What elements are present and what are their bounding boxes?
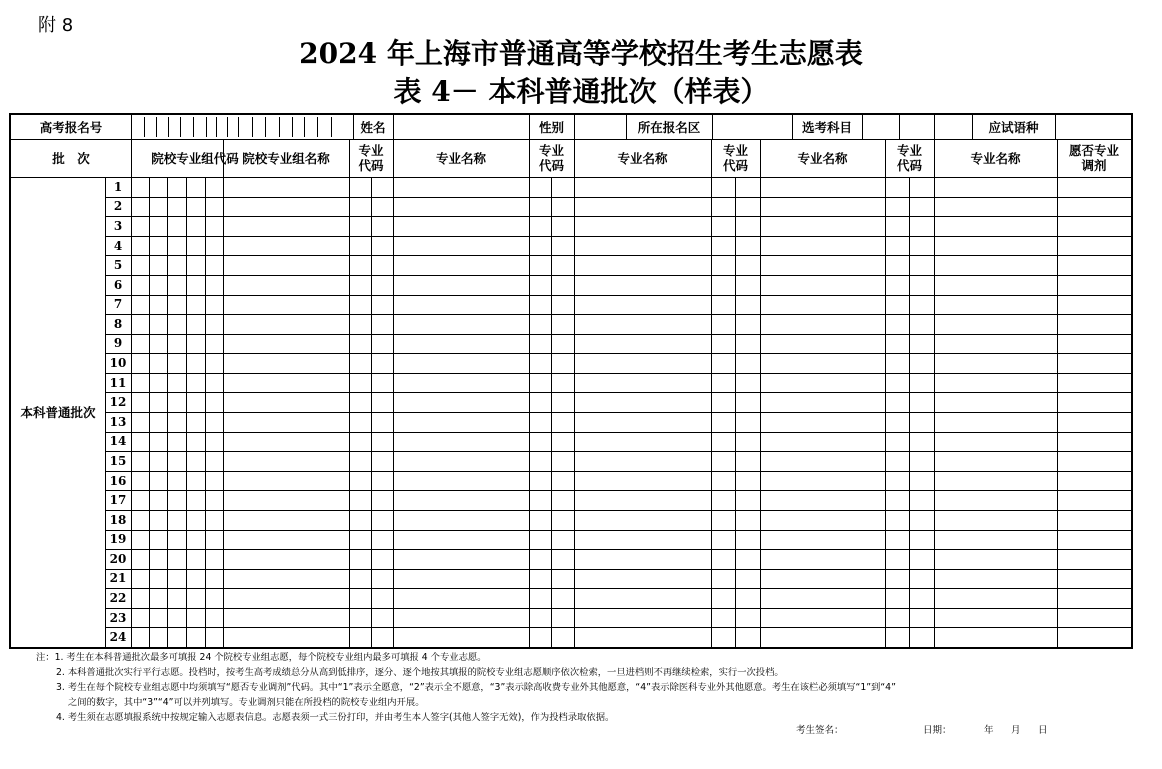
year-label: 年 xyxy=(984,725,994,736)
table-row-line xyxy=(105,392,1131,393)
header-col-line xyxy=(393,115,394,139)
table-row-line xyxy=(105,569,1131,570)
table-row-line xyxy=(105,608,1131,609)
digit-box-line xyxy=(292,117,293,137)
header-col-line xyxy=(899,115,900,139)
row-number: 17 xyxy=(109,493,127,508)
table-row-line xyxy=(105,471,1131,472)
attachment-label: 附 8 xyxy=(38,15,74,36)
digit-box-line xyxy=(193,117,194,137)
digit-box-line xyxy=(168,117,169,137)
digit-box-line xyxy=(227,117,228,137)
col-header-major-code-4: 专业代码 xyxy=(896,143,922,173)
header-col-line xyxy=(934,115,935,139)
table-row-line xyxy=(105,314,1131,315)
subjects-label: 选考科目 xyxy=(801,119,852,135)
date-label: 日期： xyxy=(923,725,952,736)
col-header-major-code-2: 专业代码 xyxy=(538,143,564,173)
month-label: 月 xyxy=(1011,725,1021,736)
col-header-group-code: 院校专业组代码 xyxy=(151,150,239,166)
student-signature-label: 考生签名： xyxy=(796,725,844,736)
table-row-line xyxy=(105,295,1131,296)
col-header-adjust: 愿否专业调剂 xyxy=(1068,143,1119,173)
name-label: 姓名 xyxy=(360,119,386,135)
table-row-line xyxy=(105,432,1131,433)
row-number: 5 xyxy=(113,258,123,273)
row-number: 4 xyxy=(113,238,123,253)
language-label: 应试语种 xyxy=(988,119,1039,135)
row-number: 11 xyxy=(109,375,127,390)
table-row-line xyxy=(105,353,1131,354)
col-header-batch: 批 次 xyxy=(52,150,90,166)
row-number: 18 xyxy=(109,512,127,527)
col-header-major-name-4: 专业名称 xyxy=(970,150,1021,166)
table-row-line xyxy=(105,216,1131,217)
note-3: 3. 考生在每个院校专业组志愿中均须填写“愿否专业调剂”代码。其中“1”表示全愿意，“2”表示全不愿意，“3”表示除高收费专业外其他愿意，“4”表示除医科专业外其他愿意。考生在该栏必须填写“1”到“4” xyxy=(56,682,896,693)
row-number: 1 xyxy=(113,179,123,194)
note-4: 4. 考生须在志愿填报系统中按规定输入志愿表信息。志愿表须一式三份打印，并由考生本人签字(其他人签字无效)，作为投档录取依据。 xyxy=(56,712,615,723)
table-row-line xyxy=(105,588,1131,589)
row-number: 22 xyxy=(109,591,127,606)
header-col-line xyxy=(712,115,713,139)
col-header-major-name-1: 专业名称 xyxy=(435,150,486,166)
row-number: 19 xyxy=(109,532,127,547)
header-col-line xyxy=(1055,115,1056,139)
table-row-line xyxy=(105,549,1131,550)
row-number: 12 xyxy=(109,395,127,410)
table-row-line xyxy=(105,412,1131,413)
table-row-line xyxy=(105,197,1131,198)
row-number: 7 xyxy=(113,297,123,312)
note-1: 注：1. 考生在本科普通批次最多可填报 24 个院校专业组志愿，每个院校专业组内最多可填报 4 个专业志愿。 xyxy=(36,652,487,663)
digit-box-line xyxy=(265,117,266,137)
table-row-line xyxy=(105,275,1131,276)
gender-label: 性别 xyxy=(538,119,564,135)
row-number: 23 xyxy=(109,610,127,625)
table-row-line xyxy=(105,490,1131,491)
table-row-line xyxy=(105,255,1131,256)
header-col-line xyxy=(862,115,863,139)
row-number: 14 xyxy=(109,434,127,449)
digit-box-line xyxy=(216,117,217,137)
batch-name-label: 本科普通批次 xyxy=(20,404,96,420)
table-row-line xyxy=(105,373,1131,374)
column-header-divider xyxy=(11,177,1131,178)
page-title: 2024 年上海市普通高等学校招生考生志愿表 xyxy=(299,37,863,70)
digit-box-line xyxy=(279,117,280,137)
row-number: 6 xyxy=(113,277,123,292)
table-row-line xyxy=(105,451,1131,452)
digit-box-line xyxy=(206,117,207,137)
col-header-major-code-1: 专业代码 xyxy=(358,143,384,173)
page-subtitle: 表 4－ 本科普通批次（样表） xyxy=(393,75,769,108)
row-number: 21 xyxy=(109,571,127,586)
row-number: 10 xyxy=(109,356,127,371)
digit-box-line xyxy=(317,117,318,137)
digit-box-line xyxy=(331,117,332,137)
table-row-line xyxy=(105,510,1131,511)
district-label: 所在报名区 xyxy=(637,119,701,135)
row-number: 20 xyxy=(109,551,127,566)
table-row-line xyxy=(105,236,1131,237)
col-header-major-name-2: 专业名称 xyxy=(617,150,668,166)
header-col-line xyxy=(574,115,575,139)
col-header-major-name-3: 专业名称 xyxy=(797,150,848,166)
row-number: 2 xyxy=(113,199,123,214)
table-row-line xyxy=(105,627,1131,628)
digit-box-line xyxy=(156,117,157,137)
row-number: 8 xyxy=(113,316,123,331)
notes-section xyxy=(36,650,896,725)
digit-box-line xyxy=(252,117,253,137)
digit-box-line xyxy=(144,117,145,137)
digit-box-line xyxy=(304,117,305,137)
row-number: 13 xyxy=(109,414,127,429)
table-row-line xyxy=(105,530,1131,531)
note-3-cont: 之间的数字，其中“3”“4”可以并列填写。专业调剂只能在所投档的院校专业组内开展。 xyxy=(68,697,425,708)
row-number: 24 xyxy=(109,630,127,645)
header-col-line xyxy=(131,115,132,139)
application-form-table xyxy=(9,113,1133,649)
day-label: 日 xyxy=(1038,725,1048,736)
col-header-group-name: 院校专业组名称 xyxy=(242,150,330,166)
digit-box-line xyxy=(180,117,181,137)
row-number: 9 xyxy=(113,336,123,351)
digit-box-line xyxy=(238,117,239,137)
row-number: 15 xyxy=(109,453,127,468)
row-number: 3 xyxy=(113,218,123,233)
exam-id-label: 高考报名号 xyxy=(39,119,103,135)
table-row-line xyxy=(105,334,1131,335)
note-2: 2. 本科普通批次实行平行志愿。投档时，按考生高考成绩总分从高到低排序，逐分、逐个地按其填报的院校专业组志愿顺序依次检索，一旦进档则不再继续检索，实行一次投档。 xyxy=(56,667,784,678)
row-number: 16 xyxy=(109,473,127,488)
col-header-major-code-3: 专业代码 xyxy=(722,143,748,173)
